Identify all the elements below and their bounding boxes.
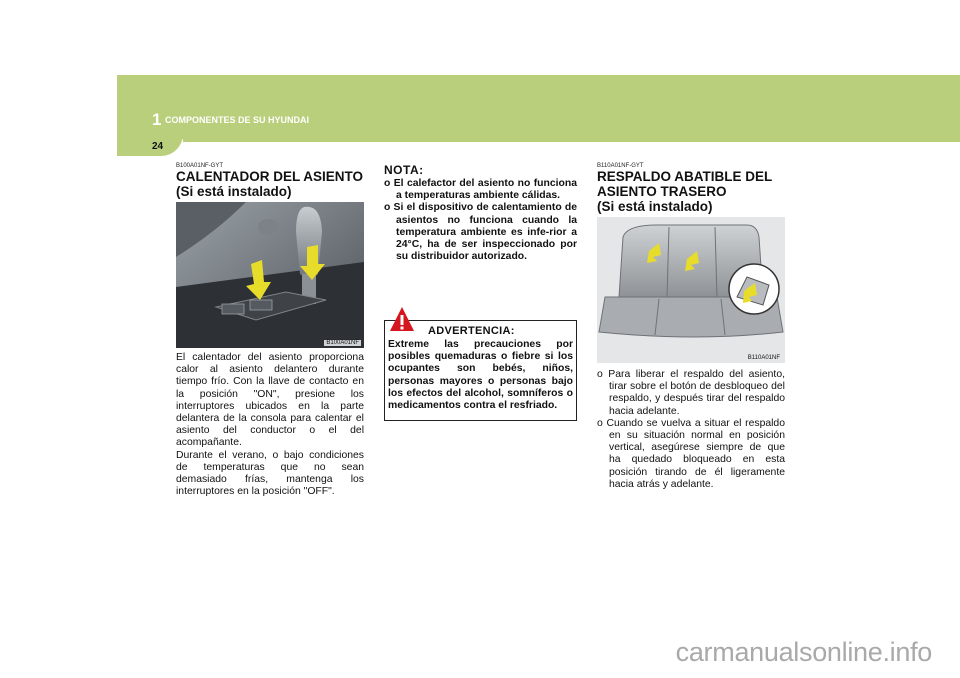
section-title-line2: ASIENTO TRASERO bbox=[597, 184, 727, 199]
warning-box bbox=[384, 320, 577, 421]
exclamation-icon bbox=[389, 306, 415, 332]
note-title: NOTA: bbox=[384, 163, 424, 177]
seat-heater-paragraph-2: Durante el verano, o bajo condiciones de temperaturas que no sean demasiado frías, mantenga los interruptores en la posición "OFF". bbox=[176, 449, 364, 498]
page-number-tab bbox=[117, 134, 183, 156]
rear-seat-illustration bbox=[597, 217, 785, 363]
warning-text: Extreme las precauciones por posibles quemaduras o fiebre si los ocupantes son bebés, niños, personas mayores o personas bajo los efectos del alcohol, somníferos o medicamentos contra el resfriado. bbox=[388, 339, 573, 412]
rear-seat-bullet-1: o Para liberar el respaldo del asiento, tirar sobre el botón de desbloqueo del respaldo, y después tirar del respaldo hacia adelante. bbox=[597, 369, 785, 417]
header-band-strip bbox=[183, 134, 960, 142]
section-title-line2: (Si está instalado) bbox=[176, 184, 292, 199]
rear-seat-bullet-2: o Cuando se vuelva a situar el respaldo en su situación normal en posición vertical, asegúrese siempre de que ha quedado bloqueado en esta posición tirando de él ligeramente hacia atrás y adelante. bbox=[597, 417, 785, 490]
seat-heater-switch-photo bbox=[176, 202, 364, 348]
section-title-line1: CALENTADOR DEL ASIENTO bbox=[176, 169, 364, 184]
section-title-line3: (Si está instalado) bbox=[597, 199, 713, 214]
section-code: B100A01NF-GYT bbox=[176, 163, 224, 169]
seat-heater-section bbox=[176, 163, 364, 498]
note-item-2: o Si el dispositivo de calentamiento de asientos no funciona cuando la temperatura ambiente es infe-rior a 24°C, ha de ser inspeccionado por su distribuidor autorizado. bbox=[384, 202, 577, 263]
seat-heater-paragraph-1: El calentador del asiento proporciona calor al asiento delantero durante tiempo frío. Con la llave de contacto en la posición "ON", presione los interruptores ubicados en la parte delantera de la consola para calentar el asiento del conductor o el del acompañante. bbox=[176, 352, 364, 449]
watermark: carmanualsonline.info bbox=[675, 637, 932, 667]
rear-seat-photo bbox=[597, 217, 785, 363]
photo-label: B100A01NF bbox=[326, 340, 359, 346]
chapter-title: COMPONENTES DE SU HYUNDAI bbox=[165, 115, 310, 125]
section-code: B110A01NF-GYT bbox=[597, 163, 644, 169]
section-title-line1: RESPALDO ABATIBLE DEL bbox=[597, 169, 773, 184]
warning-title: ADVERTENCIA: bbox=[428, 325, 515, 337]
chapter-number: 1 bbox=[152, 110, 162, 129]
page-number: 24 bbox=[152, 141, 164, 152]
photo-label: B110A01NF bbox=[747, 355, 780, 361]
header-band bbox=[117, 75, 960, 139]
console-illustration bbox=[176, 202, 364, 348]
rear-seat-section bbox=[597, 163, 785, 491]
note-section bbox=[384, 163, 577, 263]
note-item-1: o El calefactor del asiento no funciona a temperaturas ambiente cálidas. bbox=[384, 178, 577, 202]
